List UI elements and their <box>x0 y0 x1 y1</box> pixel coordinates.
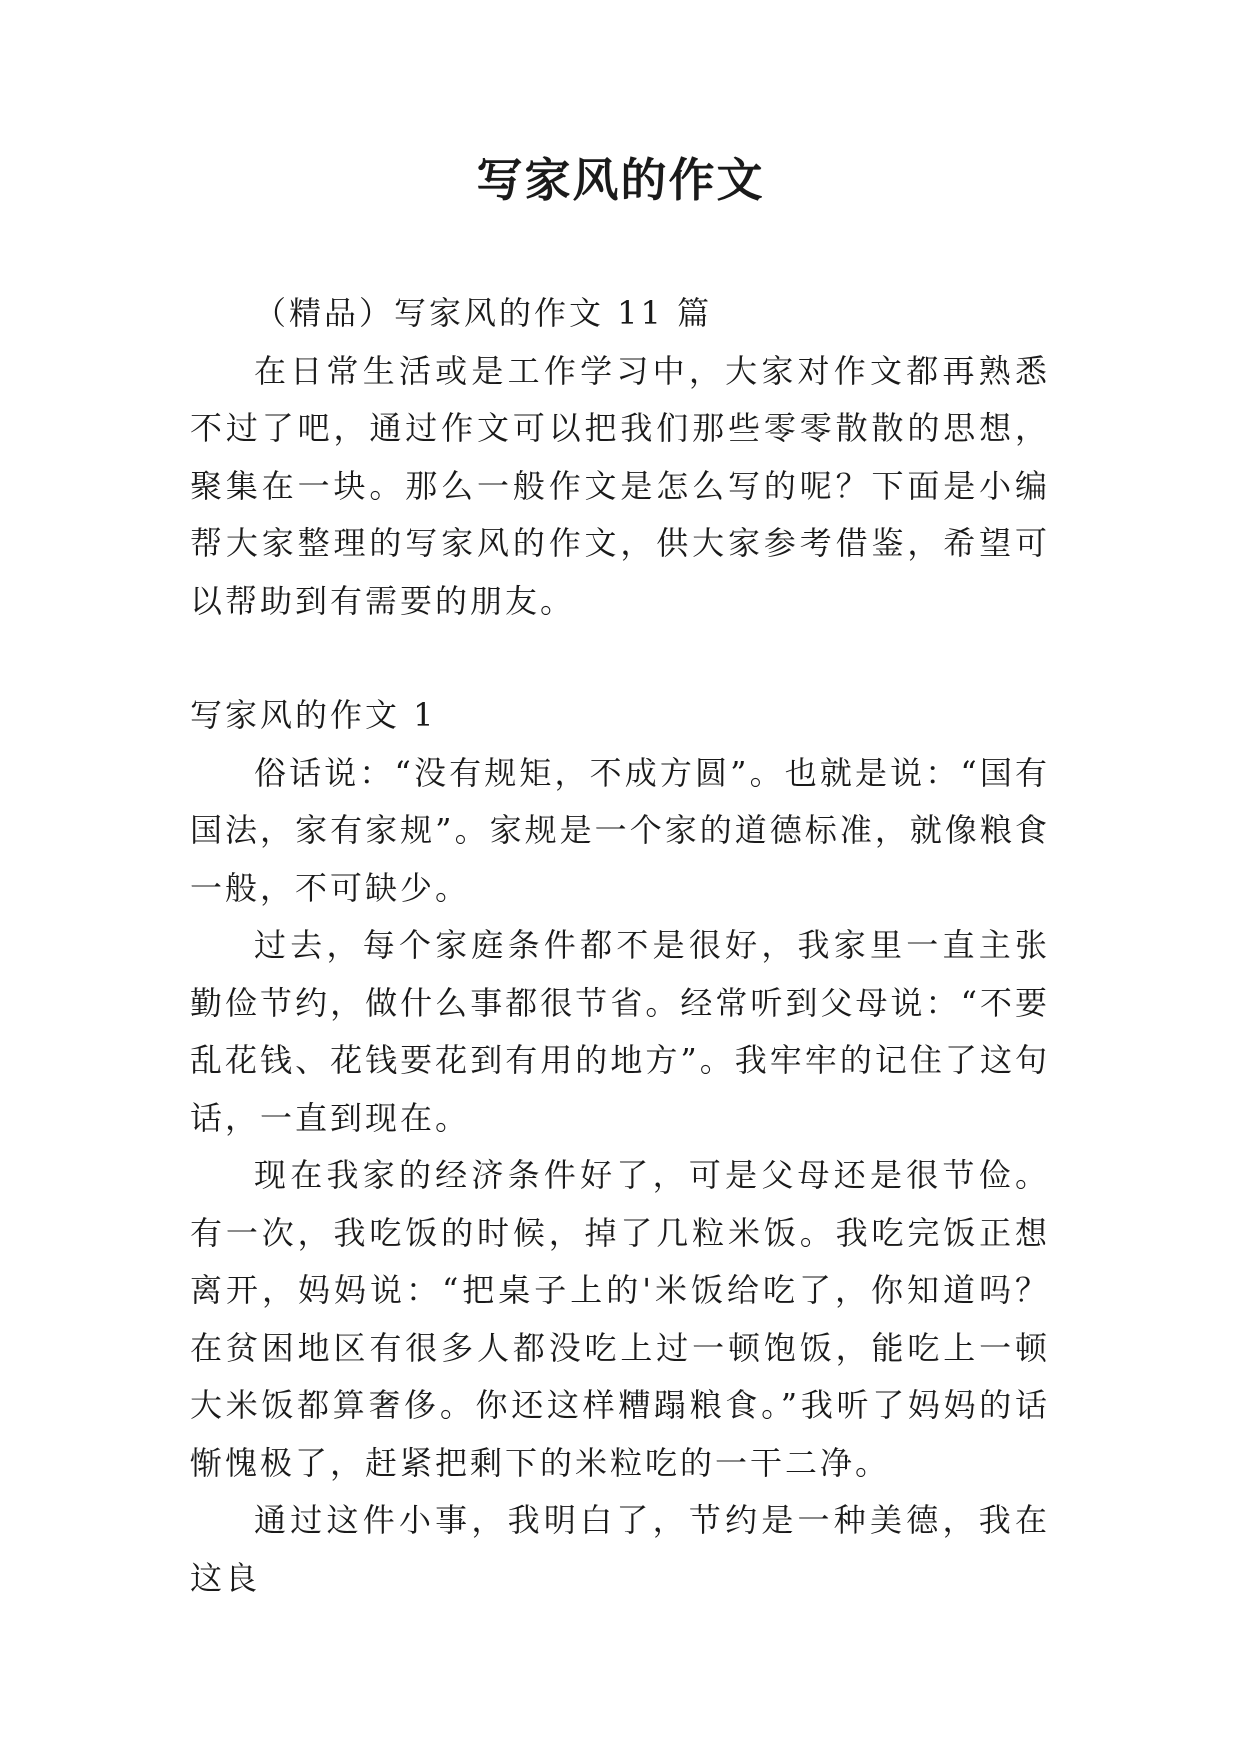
document-subtitle: （精品）写家风的作文 11 篇 <box>254 294 713 332</box>
body-paragraph: 俗话说：“没有规矩，不成方圆”。也就是说：“国有国法，家有家规”。家规是一个家的道德标准，就像粮食一般，不可缺少。 <box>190 753 1050 907</box>
body-paragraph: 过去，每个家庭条件都不是很好，我家里一直主张勤俭节约，做什么事都很节省。经常听到父母说：“不要乱花钱、花钱要花到有用的地方”。我牢牢的记住了这句话，一直到现在。 <box>190 926 1050 1137</box>
intro-paragraph: 在日常生活或是工作学习中，大家对作文都再熟悉不过了吧，通过作文可以把我们那些零零散散的思想，聚集在一块。那么一般作文是怎么写的呢？下面是小编帮大家整理的写家风的作文，供大家参考借鉴，希望可以帮助到有需要的朋友。 <box>190 351 1050 620</box>
document-title: 写家风的作文 <box>476 153 765 207</box>
section-heading: 写家风的作文 1 <box>190 696 437 734</box>
document-body <box>190 285 1050 1607</box>
body-paragraph: 通过这件小事，我明白了，节约是一种美德，我在这良 <box>190 1501 1050 1597</box>
body-paragraph: 现在我家的经济条件好了，可是父母还是很节俭。有一次，我吃饭的时候，掉了几粒米饭。我吃完饭正想离开，妈妈说：“把桌子上的'米饭给吃了，你知道吗？在贫困地区有很多人都没吃上过一顿饱饭，能吃上一顿大米饭都算奢侈。你还这样糟蹋粮食。”我听了妈妈的话惭愧极了，赶紧把剩下的米粒吃的一干二净。 <box>190 1156 1050 1482</box>
